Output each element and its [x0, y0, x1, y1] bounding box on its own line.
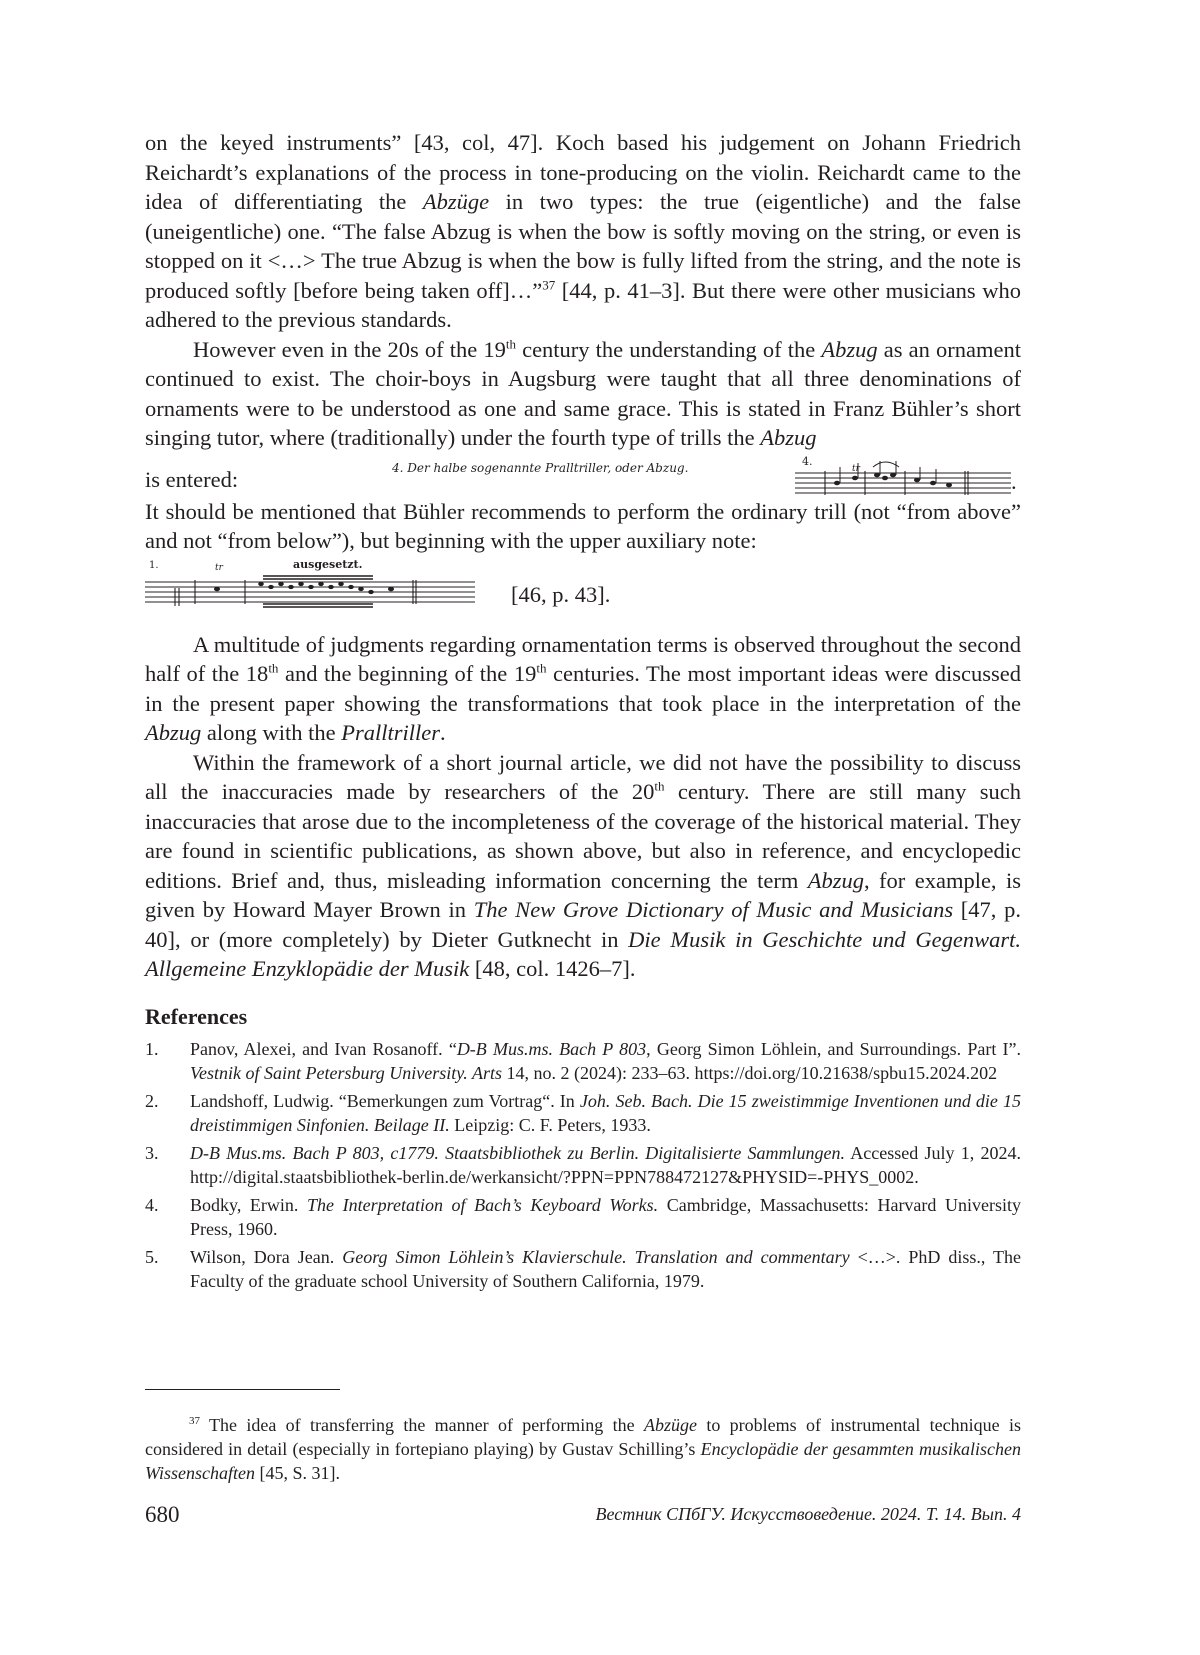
figure-1-staff [795, 471, 1011, 495]
paragraph-2: However even in the 20s of the 19th century the understanding of the Abzug as an ornament continued to exist. The choir-boys in Augsburg were taught that all three denominations of ornaments were to be understood as one and same grace. This is stated in Franz Bühler’s short singing tutor, where (traditionally) under the fourth type of trills the Abzug [145, 336, 1021, 450]
figure-1-end-period: . [1011, 469, 1017, 494]
paragraph-4: A multitude of judgments regarding ornamentation terms is observed throughout the second half of the 18th and the beginning of the 19th centuries. The most important ideas were discussed in the present paper showing the transformations that took place in the interpretation of the Abzug along with the Pralltriller. [145, 631, 1022, 745]
paragraph-1: on the keyed instruments” [43, col, 47]. Koch based his judgement on Johann Friedrich Reichardt’s explanations of the process in tone-producing on the violin. Reichardt came to the idea of differentiating the Abzüge in two types: the true (eigentliche) and the false (uneigentliche) one. “The false Abzug is when the bow is softly moving on the string, or even is stopped on it <…> The true Abzug is when the bow is fully lifted from the string, and the note is produced softly [before being taken off]…”$^{37}$ [44, p. 41–3]. But there were other musicians who adhered to the previous standards. [145, 130, 1021, 332]
footnote: $^{37}$ The idea of transferring the manner of performing the Abzüge to problems of instrumental technique is considered in detail (especially in fortepiano playing) by Gustav Schilling’s Encyclopädie der gesammten musikalischen Wissenschaften [45, S. 31]. [145, 1415, 1021, 1483]
music-example-1 [265, 455, 1011, 497]
reference-item: 5. Wilson, Dora Jean. Georg Simon Löhlein’s Klavierschule. Translation and commentary <…>. PhD diss., The Faculty of the graduate school University of Southern California, 1979. [145, 1247, 1022, 1291]
figure-2-row [145, 558, 1021, 610]
page-number: 680 [145, 1502, 180, 1527]
doi-link[interactable]: 14, no. 2 (2024): 233–63. https://doi.org/10.21638/spbu15.2024.202 [501, 1063, 998, 1083]
reference-item: 4. Bodky, Erwin. The Interpretation of Bach’s Keyboard Works. Cambridge, Massachusetts: Harvard University Press, 1960. [145, 1195, 1022, 1239]
footnote-divider [145, 1389, 340, 1390]
figure-1-notes [834, 472, 952, 487]
reference-item: 1. Panov, Alexei, and Ivan Rosanoff. “D-B Mus.ms. Bach P 803, Georg Simon Löhlein, and Surroundings. Part I”. Vestnik of Saint Petersburg University. Arts 14, no. 2 (2024): 233–63. https://doi.org/10.21638/spbu15.2024.202 [145, 1039, 1021, 1083]
reference-item: 2. Landshoff, Ludwig. “Bemerkungen zum Vortrag“. In Joh. Seb. Bach. Die 15 zweistimmige Inventionen und die 15 dreistimmigen Sinfonien. Beilage II. Leipzig: C. F. Peters, 1933. [145, 1091, 1021, 1135]
figure-2-citation: [46, p. 43]. [511, 582, 611, 607]
figure-1-caption: 4. Der halbe sogenannte Pralltriller, oder Abzug. [392, 460, 689, 475]
footnote-ref[interactable]: 37 [542, 277, 556, 292]
paragraph-3: It should be mentioned that Bühler recommends to perform the ordinary trill (not “from above” and not “from below”), but beginning with the upper auxiliary note: [145, 498, 1021, 553]
figure-2-staff [145, 580, 475, 606]
figure-1-label: is entered: [145, 467, 239, 492]
running-head: Вестник СПбГУ. Искусствоведение. 2024. Т. 14. Вып. 4 [595, 1504, 1021, 1524]
figure-2-number: 1. [149, 559, 159, 571]
figure-2-trill-mark: tr [215, 562, 223, 573]
url-link[interactable]: Accessed July 1, 2024. http://digital.staatsbibliothek-berlin.de/werkansicht/?PPN=PPN788472127&PHYSID=-PHYS_0002. [190, 1143, 1021, 1187]
music-example-2 [145, 558, 501, 610]
figure-2-caption: ausgesetzt. [293, 557, 363, 571]
reference-item: 3. D-B Mus.ms. Bach P 803, c1779. Staatsbibliothek zu Berlin. Digitalisierte Sammlungen. Accessed July 1, 2024. http://digital.staatsbibliothek-berlin.de/werkansicht/?PPN=PPN788472127&PHYSID=-PHYS_0002. [145, 1143, 1021, 1187]
references-heading: References [145, 1003, 248, 1029]
main-text [145, 128, 1021, 1297]
figure-1-number: 4. [802, 454, 813, 468]
figure-1-row [145, 455, 1021, 497]
figure-1-trill-mark: tr [852, 463, 860, 474]
paragraph-5: Within the framework of a short journal article, we did not have the possibility to discuss all the inaccuracies made by researchers of the 20th century. There are still many such inaccuracies that arose due to the incompleteness of the coverage of the historical material. They are found in scientific publications, as shown above, but also in reference, and encyclopedic editions. Brief and, thus, misleading information concerning the term Abzug, for example, is given by Howard Mayer Brown in The New Grove Dictionary of Music and Musicians [47, p. 40], or (more completely) by Dieter Gutknecht in Die Musik in Geschichte und Gegenwart. Allgemeine Enzyklopädie der Musik [48, col. 1426–7]. [145, 749, 1022, 981]
